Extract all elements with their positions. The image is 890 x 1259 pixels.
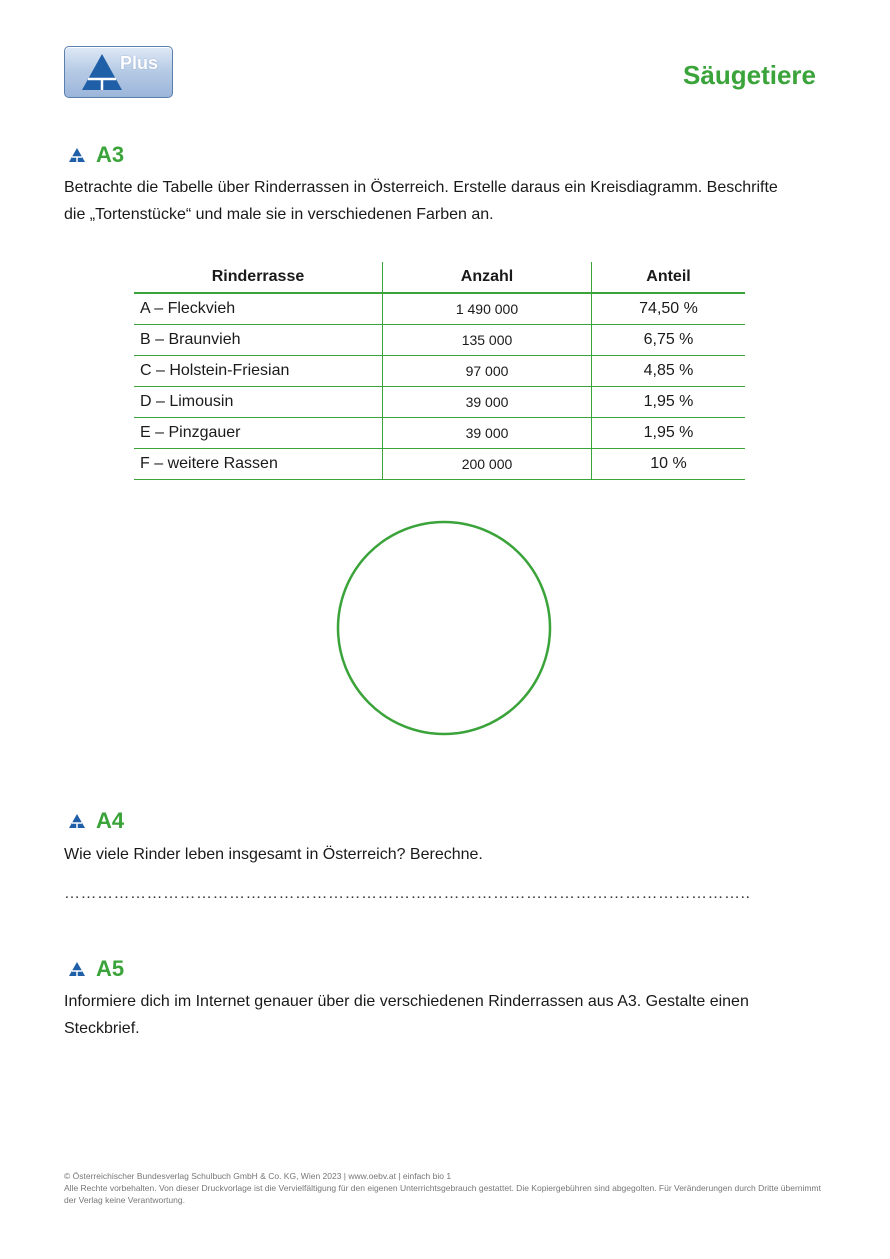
task-heading-a4 bbox=[68, 808, 124, 834]
breed-cell: E – Pinzgauer bbox=[134, 418, 383, 449]
cattle-breeds-table bbox=[134, 262, 745, 480]
count-cell: 39 000 bbox=[383, 418, 592, 449]
table-row bbox=[134, 293, 745, 325]
column-header-breed: Rinderrasse bbox=[134, 262, 383, 293]
share-cell: 1,95 % bbox=[592, 387, 746, 418]
breed-cell: B – Braunvieh bbox=[134, 325, 383, 356]
task-label: A4 bbox=[96, 808, 125, 833]
plus-logo bbox=[64, 46, 173, 98]
task-a4-question: Wie viele Rinder leben insgesamt in Österreich? Berechne. bbox=[64, 846, 483, 863]
logo-text: Plus bbox=[120, 53, 159, 73]
share-cell: 74,50 % bbox=[592, 293, 746, 325]
table-row bbox=[134, 449, 745, 480]
share-cell: 1,95 % bbox=[592, 418, 746, 449]
count-cell: 1 490 000 bbox=[383, 293, 592, 325]
breed-cell: A – Fleckvieh bbox=[134, 293, 383, 325]
page-title: Säugetiere bbox=[683, 60, 816, 90]
footer-line: © Österreichischer Bundesverlag Schulbuch GmbH & Co. KG, Wien 2023 | www.oebv.at | einfach bio 1 bbox=[64, 1171, 452, 1181]
footer-line: Alle Rechte vorbehalten. Von dieser Druckvorlage ist die Vervielfältigung für den eigenen Unterrichtsgebrauch gestattet. Die Kopiergebühren sind abgegolten. Für Veränderungen durch Dritte übernimmt der Verlag keine Verantwortung. bbox=[64, 1183, 821, 1205]
breed-cell: F – weitere Rassen bbox=[134, 449, 383, 480]
table-row bbox=[134, 325, 745, 356]
pyramid-icon bbox=[68, 813, 86, 829]
table-header-row bbox=[134, 262, 745, 293]
task-a5-instructions bbox=[64, 988, 824, 1042]
breed-cell: C – Holstein-Friesian bbox=[134, 356, 383, 387]
table-row bbox=[134, 387, 745, 418]
pyramid-icon bbox=[68, 961, 86, 977]
task-label: A5 bbox=[96, 956, 125, 981]
task-a3-instructions bbox=[64, 174, 824, 228]
breed-cell: D – Limousin bbox=[134, 387, 383, 418]
table-row bbox=[134, 418, 745, 449]
column-header-count: Anzahl bbox=[383, 262, 592, 293]
instruction-line: Informiere dich im Internet genauer über die verschiedenen Rinderrassen aus A3. Gestalte einen bbox=[64, 993, 749, 1010]
task-label: A3 bbox=[96, 142, 125, 167]
copyright-footer bbox=[64, 1170, 824, 1206]
instruction-line: die „Tortenstücke“ und male sie in verschiedenen Farben an. bbox=[64, 206, 494, 223]
pyramid-icon bbox=[68, 147, 86, 163]
instruction-line: Betrachte die Tabelle über Rinderrassen in Österreich. Erstelle daraus ein Kreisdiagramm. Beschrifte bbox=[64, 179, 778, 196]
task-heading-a5 bbox=[68, 956, 124, 982]
count-cell: 135 000 bbox=[383, 325, 592, 356]
instruction-line: Steckbrief. bbox=[64, 1020, 140, 1037]
share-cell: 6,75 % bbox=[592, 325, 746, 356]
column-header-share: Anteil bbox=[592, 262, 746, 293]
empty-pie-chart-circle bbox=[336, 520, 552, 736]
count-cell: 39 000 bbox=[383, 387, 592, 418]
table-row bbox=[134, 356, 745, 387]
count-cell: 97 000 bbox=[383, 356, 592, 387]
count-cell: 200 000 bbox=[383, 449, 592, 480]
share-cell: 10 % bbox=[592, 449, 746, 480]
answer-line[interactable]: …………………………………………………………………………………………………………….. bbox=[64, 885, 751, 902]
task-heading-a3 bbox=[68, 142, 124, 168]
share-cell: 4,85 % bbox=[592, 356, 746, 387]
